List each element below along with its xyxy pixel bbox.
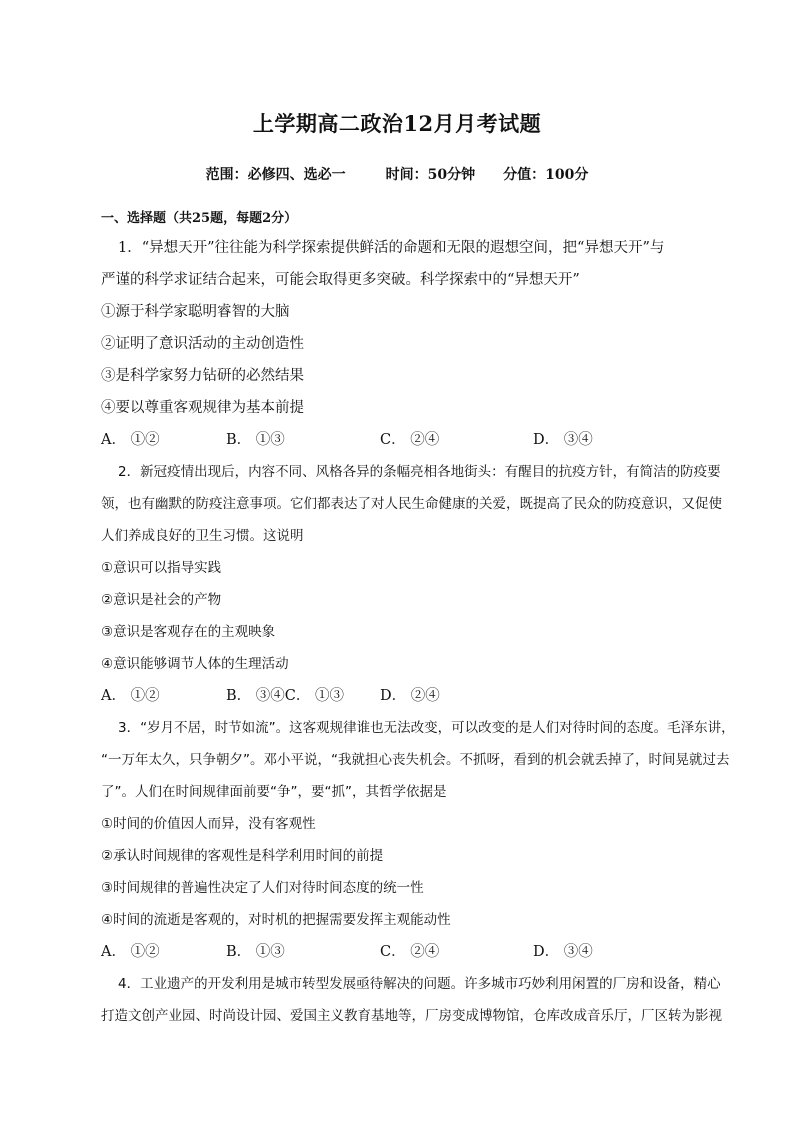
q2-option-d: D． ②④ — [380, 688, 440, 704]
q1-option-b: B． ①③ — [226, 432, 285, 448]
q3-stem-line3: 了”。人们在时间规律面前要“争”，要“抓”，其哲学依据是 — [101, 784, 447, 800]
q1-item-2: ②证明了意识活动的主动创造性 — [101, 336, 304, 352]
q1-item-4: ④要以尊重客观规律为基本前提 — [101, 400, 304, 416]
q1-option-a: A． ①② — [101, 432, 160, 448]
q3-stem-line1: 3．“岁月不居，时节如流”。这客观规律谁也无法改变，可以改变的是人们对待时间的态度。毛泽东讲， — [118, 720, 735, 736]
q2-item-1: ①意识可以指导实践 — [101, 560, 222, 576]
q1-stem-line2: 严谨的科学求证结合起来，可能会取得更多突破。科学探索中的“异想天开” — [101, 272, 580, 288]
scope-text: 范围：必修四、选必一 — [205, 167, 346, 183]
q3-option-a: A． ①② — [101, 944, 160, 960]
score-text: 分值：100分 — [503, 167, 589, 183]
q3-option-b: B． ①③ — [226, 944, 285, 960]
q2-item-2: ②意识是社会的产物 — [101, 592, 222, 608]
page-title: 上学期高二政治12月月考试题 — [252, 111, 542, 136]
q3-item-3: ③时间规律的普遍性决定了人们对待时间态度的统一性 — [101, 880, 424, 896]
q4-stem-line2: 打造文创产业园、时尚设计园、爱国主义教育基地等，厂房变成博物馆，仓库改成音乐厅，厂区转为影视 — [101, 1008, 722, 1024]
q3-item-1: ①时间的价值因人而异，没有客观性 — [101, 816, 316, 832]
q3-stem-line2: “一万年太久，只争朝夕”。邓小平说，“我就担心丧失机会。不抓呀，看到的机会就丢掉了，时间晃就过去 — [101, 752, 730, 768]
q2-stem-line2: 领，也有幽默的防疫注意事项。它们都表达了对人民生命健康的关爱，既提高了民众的防疫意识，又促使 — [101, 496, 722, 512]
section-heading: 一、选择题（共25题，每题2分） — [101, 211, 298, 226]
q3-item-2: ②承认时间规律的客观性是科学利用时间的前提 — [101, 848, 384, 864]
q3-option-c: C． ②④ — [380, 944, 440, 960]
q1-item-1: ①源于科学家聪明睿智的大脑 — [101, 304, 290, 320]
q4-stem-line1: 4．工业遗产的开发利用是城市转型发展亟待解决的问题。许多城市巧妙利用闲置的厂房和设备，精心 — [118, 976, 721, 992]
q2-item-4: ④意识能够调节人体的生理活动 — [101, 656, 289, 672]
q1-item-3: ③是科学家努力钻研的必然结果 — [101, 368, 304, 384]
q1-option-d: D． ③④ — [533, 432, 593, 448]
q2-stem-line3: 人们养成良好的卫生习惯。这说明 — [101, 528, 304, 544]
q1-stem-line1: 1．“异想天开”往往能为科学探索提供鲜活的命题和无限的遐想空间，把“异想天开”与 — [118, 240, 665, 256]
q2-stem-line1: 2．新冠疫情出现后，内容不同、风格各异的条幅亮相各地街头：有醒目的抗疫方针，有简洁的防疫要 — [118, 464, 721, 480]
q3-item-4: ④时间的流逝是客观的，对时机的把握需要发挥主观能动性 — [101, 912, 451, 928]
q2-item-3: ③意识是客观存在的主观映象 — [101, 624, 276, 640]
q1-option-c: C． ②④ — [380, 432, 440, 448]
q3-option-d: D． ③④ — [533, 944, 593, 960]
time-text: 时间：50分钟 — [385, 167, 476, 183]
q2-option-a: A． ①② — [101, 688, 160, 704]
q2-option-b-c: B． ③④C． ①③ — [226, 688, 344, 704]
exam-meta — [0, 164, 794, 184]
